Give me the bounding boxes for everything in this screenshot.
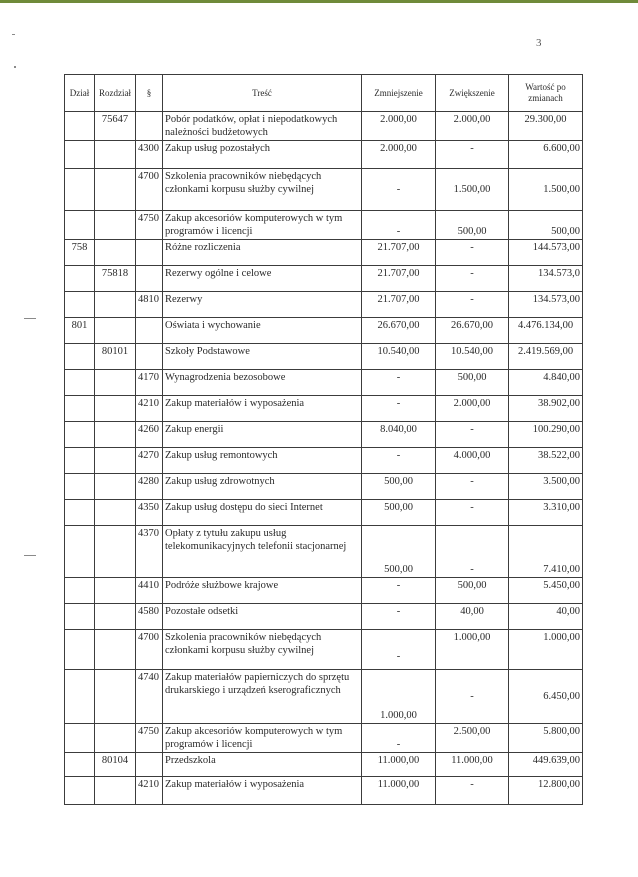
cell-paragraf <box>136 266 163 292</box>
cell-zwiekszenie: - <box>436 526 509 578</box>
cell-zmniejszenie: - <box>362 448 436 474</box>
header-wartosc: Wartość po zmianach <box>509 75 583 112</box>
table-row <box>65 396 583 422</box>
table-row <box>65 474 583 500</box>
budget-table <box>64 74 583 805</box>
table-row <box>65 370 583 396</box>
cell-dzial <box>65 670 95 724</box>
cell-zmniejszenie: - <box>362 396 436 422</box>
cell-rozdzial <box>95 474 136 500</box>
cell-zwiekszenie: 500,00 <box>436 578 509 604</box>
scan-mark <box>12 34 15 35</box>
cell-tresc: Pobór podatków, opłat i niepodatkowych należności budżetowych <box>163 112 362 141</box>
scan-mark <box>14 66 16 68</box>
table-row <box>65 753 583 777</box>
cell-paragraf: 4280 <box>136 474 163 500</box>
cell-zmniejszenie: 1.000,00 <box>362 670 436 724</box>
cell-dzial <box>65 422 95 448</box>
header-zmniejszenie: Zmniejszenie <box>362 75 436 112</box>
cell-wartosc: 2.419.569,00 <box>509 344 583 370</box>
table-row <box>65 630 583 670</box>
cell-zmniejszenie: 2.000,00 <box>362 141 436 169</box>
cell-zwiekszenie: 2.000,00 <box>436 112 509 141</box>
cell-rozdzial <box>95 396 136 422</box>
cell-dzial <box>65 370 95 396</box>
cell-wartosc: 5.450,00 <box>509 578 583 604</box>
cell-wartosc: 7.410,00 <box>509 526 583 578</box>
cell-tresc: Zakup materiałów papierniczych do sprzętu drukarskiego i urządzeń kserograficznych <box>163 670 362 724</box>
cell-zwiekszenie: 4.000,00 <box>436 448 509 474</box>
cell-tresc: Rezerwy <box>163 292 362 318</box>
cell-dzial <box>65 578 95 604</box>
cell-rozdzial <box>95 777 136 805</box>
header-rozdzial: Rozdział <box>95 75 136 112</box>
cell-dzial <box>65 630 95 670</box>
cell-zwiekszenie: - <box>436 474 509 500</box>
cell-rozdzial <box>95 448 136 474</box>
cell-paragraf: 4170 <box>136 370 163 396</box>
cell-tresc: Przedszkola <box>163 753 362 777</box>
cell-rozdzial <box>95 422 136 448</box>
cell-wartosc: 6.600,00 <box>509 141 583 169</box>
cell-zwiekszenie: - <box>436 240 509 266</box>
table-row <box>65 112 583 141</box>
cell-tresc: Zakup usług pozostałych <box>163 141 362 169</box>
cell-wartosc: 3.310,00 <box>509 500 583 526</box>
cell-paragraf: 4210 <box>136 777 163 805</box>
cell-wartosc: 29.300,00 <box>509 112 583 141</box>
table-row <box>65 344 583 370</box>
cell-zwiekszenie: - <box>436 500 509 526</box>
cell-paragraf: 4300 <box>136 141 163 169</box>
table-row <box>65 777 583 805</box>
cell-zwiekszenie: - <box>436 266 509 292</box>
cell-paragraf <box>136 753 163 777</box>
cell-paragraf: 4700 <box>136 630 163 670</box>
cell-zmniejszenie: 500,00 <box>362 474 436 500</box>
cell-tresc: Zakup usług zdrowotnych <box>163 474 362 500</box>
cell-wartosc: 5.800,00 <box>509 724 583 753</box>
cell-rozdzial <box>95 604 136 630</box>
cell-wartosc: 3.500,00 <box>509 474 583 500</box>
top-edge-line <box>0 0 638 3</box>
table-row <box>65 211 583 240</box>
punch-hole-mark <box>24 318 36 319</box>
cell-zwiekszenie: - <box>436 141 509 169</box>
cell-zwiekszenie: - <box>436 777 509 805</box>
table-row <box>65 604 583 630</box>
cell-tresc: Oświata i wychowanie <box>163 318 362 344</box>
cell-dzial <box>65 724 95 753</box>
cell-tresc: Szkolenia pracowników niebędących członkami korpusu służby cywilnej <box>163 169 362 211</box>
table-row <box>65 670 583 724</box>
cell-dzial: 758 <box>65 240 95 266</box>
table-row <box>65 141 583 169</box>
cell-tresc: Różne rozliczenia <box>163 240 362 266</box>
cell-tresc: Podróże służbowe krajowe <box>163 578 362 604</box>
cell-rozdzial <box>95 169 136 211</box>
cell-dzial <box>65 777 95 805</box>
cell-tresc: Szkolenia pracowników niebędących członkami korpusu służby cywilnej <box>163 630 362 670</box>
cell-dzial <box>65 141 95 169</box>
cell-rozdzial <box>95 500 136 526</box>
cell-zwiekszenie: 2.000,00 <box>436 396 509 422</box>
table-row <box>65 578 583 604</box>
cell-wartosc: 144.573,00 <box>509 240 583 266</box>
cell-rozdzial <box>95 724 136 753</box>
cell-tresc: Pozostałe odsetki <box>163 604 362 630</box>
cell-zwiekszenie: - <box>436 292 509 318</box>
cell-rozdzial <box>95 292 136 318</box>
cell-wartosc: 1.500,00 <box>509 169 583 211</box>
cell-rozdzial <box>95 526 136 578</box>
table-header-row <box>65 75 583 112</box>
cell-paragraf: 4410 <box>136 578 163 604</box>
cell-tresc: Zakup akcesoriów komputerowych w tym programów i licencji <box>163 211 362 240</box>
cell-zwiekszenie: 1.000,00 <box>436 630 509 670</box>
cell-zmniejszenie: - <box>362 370 436 396</box>
cell-rozdzial <box>95 370 136 396</box>
table-row <box>65 240 583 266</box>
cell-wartosc: 40,00 <box>509 604 583 630</box>
cell-zmniejszenie: 11.000,00 <box>362 777 436 805</box>
cell-dzial <box>65 266 95 292</box>
header-tresc: Treść <box>163 75 362 112</box>
cell-paragraf: 4810 <box>136 292 163 318</box>
cell-zmniejszenie: - <box>362 724 436 753</box>
cell-zwiekszenie: 26.670,00 <box>436 318 509 344</box>
cell-wartosc: 134.573,0 <box>509 266 583 292</box>
cell-paragraf: 4350 <box>136 500 163 526</box>
cell-paragraf: 4270 <box>136 448 163 474</box>
cell-wartosc: 4.476.134,00 <box>509 318 583 344</box>
cell-dzial <box>65 211 95 240</box>
cell-paragraf: 4750 <box>136 724 163 753</box>
cell-rozdzial <box>95 240 136 266</box>
cell-rozdzial: 75818 <box>95 266 136 292</box>
header-dzial: Dział <box>65 75 95 112</box>
cell-tresc: Rezerwy ogólne i celowe <box>163 266 362 292</box>
table-row <box>65 266 583 292</box>
cell-tresc: Zakup energii <box>163 422 362 448</box>
cell-wartosc: 134.573,00 <box>509 292 583 318</box>
cell-tresc: Zakup usług dostępu do sieci Internet <box>163 500 362 526</box>
cell-zmniejszenie: 500,00 <box>362 500 436 526</box>
header-paragraf: § <box>136 75 163 112</box>
cell-zmniejszenie: - <box>362 578 436 604</box>
cell-dzial <box>65 169 95 211</box>
cell-tresc: Zakup materiałów i wyposażenia <box>163 777 362 805</box>
cell-tresc: Opłaty z tytułu zakupu usług telekomunikacyjnych telefonii stacjonarnej <box>163 526 362 578</box>
cell-dzial <box>65 500 95 526</box>
cell-wartosc: 12.800,00 <box>509 777 583 805</box>
cell-rozdzial: 80101 <box>95 344 136 370</box>
cell-zmniejszenie: 11.000,00 <box>362 753 436 777</box>
cell-wartosc: 6.450,00 <box>509 670 583 724</box>
cell-zmniejszenie: - <box>362 169 436 211</box>
cell-paragraf: 4580 <box>136 604 163 630</box>
cell-paragraf: 4750 <box>136 211 163 240</box>
cell-tresc: Zakup usług remontowych <box>163 448 362 474</box>
cell-zmniejszenie: 8.040,00 <box>362 422 436 448</box>
cell-dzial: 801 <box>65 318 95 344</box>
cell-rozdzial <box>95 211 136 240</box>
cell-zmniejszenie: 26.670,00 <box>362 318 436 344</box>
cell-paragraf: 4700 <box>136 169 163 211</box>
table-row <box>65 526 583 578</box>
cell-paragraf <box>136 240 163 266</box>
cell-dzial <box>65 604 95 630</box>
table-row <box>65 500 583 526</box>
cell-zmniejszenie: - <box>362 604 436 630</box>
cell-zwiekszenie: - <box>436 422 509 448</box>
table-row <box>65 292 583 318</box>
cell-rozdzial <box>95 318 136 344</box>
cell-rozdzial <box>95 578 136 604</box>
cell-zmniejszenie: - <box>362 211 436 240</box>
cell-zwiekszenie: 11.000,00 <box>436 753 509 777</box>
cell-zmniejszenie: 2.000,00 <box>362 112 436 141</box>
cell-wartosc: 500,00 <box>509 211 583 240</box>
cell-zwiekszenie: 1.500,00 <box>436 169 509 211</box>
page-number: 3 <box>536 37 542 49</box>
cell-dzial <box>65 753 95 777</box>
cell-zwiekszenie: 2.500,00 <box>436 724 509 753</box>
cell-dzial <box>65 526 95 578</box>
cell-zwiekszenie: 500,00 <box>436 211 509 240</box>
cell-wartosc: 1.000,00 <box>509 630 583 670</box>
table-row <box>65 422 583 448</box>
cell-paragraf <box>136 112 163 141</box>
cell-zmniejszenie: 21.707,00 <box>362 240 436 266</box>
header-zwiekszenie: Zwiększenie <box>436 75 509 112</box>
cell-wartosc: 4.840,00 <box>509 370 583 396</box>
cell-zmniejszenie: 500,00 <box>362 526 436 578</box>
table-row <box>65 318 583 344</box>
table-row <box>65 169 583 211</box>
cell-zwiekszenie: 500,00 <box>436 370 509 396</box>
cell-dzial <box>65 474 95 500</box>
cell-rozdzial <box>95 670 136 724</box>
cell-zwiekszenie: - <box>436 670 509 724</box>
cell-rozdzial <box>95 630 136 670</box>
cell-tresc: Wynagrodzenia bezosobowe <box>163 370 362 396</box>
cell-zmniejszenie: - <box>362 630 436 670</box>
table-row <box>65 724 583 753</box>
cell-rozdzial: 75647 <box>95 112 136 141</box>
cell-paragraf: 4740 <box>136 670 163 724</box>
cell-wartosc: 38.522,00 <box>509 448 583 474</box>
cell-wartosc: 100.290,00 <box>509 422 583 448</box>
cell-paragraf <box>136 344 163 370</box>
cell-dzial <box>65 112 95 141</box>
cell-zwiekszenie: 10.540,00 <box>436 344 509 370</box>
cell-rozdzial: 80104 <box>95 753 136 777</box>
cell-zwiekszenie: 40,00 <box>436 604 509 630</box>
cell-wartosc: 38.902,00 <box>509 396 583 422</box>
cell-paragraf: 4370 <box>136 526 163 578</box>
cell-dzial <box>65 344 95 370</box>
cell-paragraf: 4210 <box>136 396 163 422</box>
cell-paragraf <box>136 318 163 344</box>
cell-dzial <box>65 292 95 318</box>
cell-tresc: Szkoły Podstawowe <box>163 344 362 370</box>
cell-paragraf: 4260 <box>136 422 163 448</box>
cell-dzial <box>65 396 95 422</box>
cell-dzial <box>65 448 95 474</box>
cell-zmniejszenie: 21.707,00 <box>362 266 436 292</box>
cell-wartosc: 449.639,00 <box>509 753 583 777</box>
cell-zmniejszenie: 10.540,00 <box>362 344 436 370</box>
cell-zmniejszenie: 21.707,00 <box>362 292 436 318</box>
cell-rozdzial <box>95 141 136 169</box>
table-row <box>65 448 583 474</box>
punch-hole-mark <box>24 555 36 556</box>
cell-tresc: Zakup akcesoriów komputerowych w tym programów i licencji <box>163 724 362 753</box>
cell-tresc: Zakup materiałów i wyposażenia <box>163 396 362 422</box>
